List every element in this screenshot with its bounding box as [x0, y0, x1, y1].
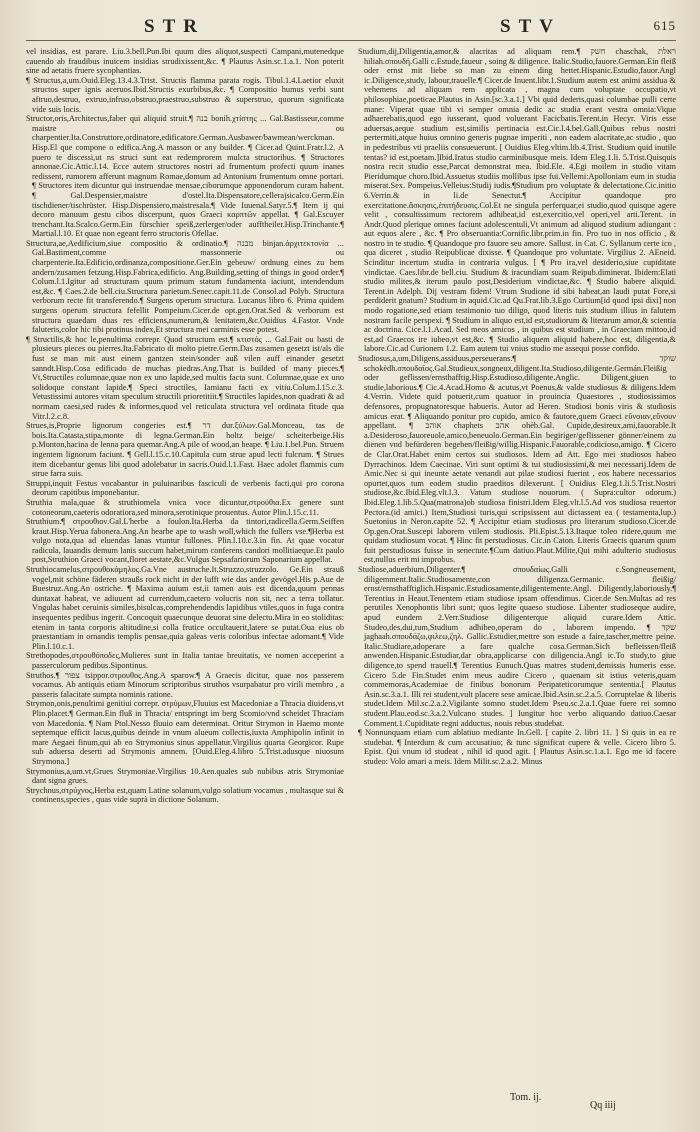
dictionary-entry: Studium,dij,Diligentia,amor,& alacritas ad aliquam rem.¶ חשק chaschak, ראלת hiliah.σπουδή.Galli c.Estude,faueur , soing & diligence. Italic.Studio,fauore.German.Ein fleiß oder ernst mit liebe so man zu einem ding hettet.Hispanic.Estudio,fauor.Angl ic.Diligence,study, labour,trauelle.¶ Cicer.de Inuent.libr.1.Studium autem est animi assidua & vehemens ad aliquam rem applicata , magna cum voluptate occupatio,vt philosophiae,poeticae.Plautus in Asin.[sc.3.a.1.] Vbi quid dederis,quasi columbae pulli certe mane: Viperat quae tibi vi semper omnia dedic ac studia erant vestra omnia:Vique adhaerebatis,quod ego iusserant, quod voluerant Facicbatis.Terent.in Hecyr. Viris esse aduersas,aeque studium est,similis pertinacia est.Cic.l.4.bel.Gall.Quibus rebus nostri pertermiti,atque huius omnino generis pugnae imperiti , non eadem alacritate,ac studio , quo in pedestribus vti praeliis consueuerunt. [ Ouidius Eleg.vltim.lib.4.Trist. Studium quid inutile tentas? id est,poetam.]Ibid.Iratus studio carminibusque meis. Idem Eleg.1.li. 5.Trist.Quisquis nostra recit studio esse,Parcat demonstrat mea. Ibid.Ele. 4.Egi moilem in studio vitam Pieridumque choro.Ibid.Assuetus studiis mollibus ipse fui.Vellemi:Apolloniam eum in studia miserat.Sex. Pompeius.Velleius:Studij iudis.¶Studium pro voluptate & delectatione.Cic.initio 6.Verrin.& in li.de Senectut.¶ Accipitur quandoque pro exercitatione.ἄσκησις,ἐπιτήδευσις.Col.Et ne singula perferquar,ei studio,quod quisque agere velit , consultissimum rectorem adhibeat,id est,exercitio,vel operi,vel arti.Terent. in Andr.Quod plerique omnes faciunt adolescentuli,Vt animum ad aliquod studium adiungant : aut equos alere , &c. ¶ Pro obseruantia:Cornific.libr.prim.in fin. Pro tuo in nos officio , & nostro in te studio. ¶ Quandoque pro fauore seu amore. Sallust. in Cat. C. Syllanum certe ico , qua diceret , studio Reipublicae dixisse. ¶ Quandoque pro voluntate. Virgilius 2. AEneid. Scinditur incertum studia in contraria vulgus. [ ¶ Pro ira,vel desiderio,siue cupiditate vindictae. Caes.libr.de bell.ciu. Studium & iracundiam suam Reipub.diminerat. Ibidem:Elati studio milites,& iterum paulo post,Desiderium vindictae,&c. ¶ Studio habere aliquid. Terent.in Adelph. Dij vestram fidem! Vtrum Studione id sibi habeat,an laudi putat Fore,si perdiderit gnatum? Studium in aquid.Cic.ad Qu.Frat.lib.3.Ego Curtium[id quod ipsi dixi] non modo rogatione,sed etiam testimonio tuo diligo, quod literis tuis studium illius in falutem nostram facile perspexi. ¶ Studium in aliquo est,id est,studiorum & literarum amor,& scientia ac doctrina. Cice.l.1.Acad. Sed meos amicos , in quibus est studium , in Graeciam mittoo,id est,ad Graecos ire iubeo,vt est,&c. ¶ Studio aliquem aliquid habere,hoc est, diligentia,& labore.Cic.ad Curionem 1.2. Eam autem tui vnius studio me assequi posse confido. [358, 47, 676, 354]
dictionary-entry: Struthos.¶ צפור tsippor.στρουθος.Ang.A sparow.¶ A Graecis dicitur, quae nos passerem vocamus. Ab antiquis etiam Minorum scriptoribus struthos vsurpabatur pro virili membro , a passeris falacitate sumpta nominis ratione. [26, 670, 344, 699]
right-column [358, 47, 676, 805]
running-header [26, 10, 676, 41]
dictionary-entry: Strymonius,a,um.vt,Grues Strymoniae.Virgilius 10.Aen.quales sub nubibus atris Strymoniae dant signa grues. [26, 766, 344, 786]
volume-mark: Tom. ij. [510, 1092, 542, 1103]
dictionary-entry: Struppi,inquit Festus vocabantur in puluinaribus fasciculi de verbenis facti,qui pro corona deorum capitibus imponebantur. [26, 478, 344, 498]
dictionary-entry: Strethopodes,στρουθόποδες,Mulieres sunt in Italia tantae breuitatis, ve nomen acceperint a passerculorum pedibus.Sipontinus. [26, 651, 344, 670]
dictionary-entry: Struthium.¶ στρουθιον.Gal.L'herbe a foulon.Ita.Herba da tintori,radicella.Germ.Seiffen kraut.Hisp.Yerua fabonera.Ang.An hearbe ape to wash woll,which the fullers vse.¶Herba est vulgo nota,qua ad eluendas lanas vtuntur fullones. Plin.l.10.c.3.in fin. At quae vocatur radicula, lauandis demum lanis succum habet,mirum conferens candori mollitiaeque.Et paulo post,Struthion Graeci vocant,floret aestate,&c.Vulgus Sepsafariorum Saponarium appellat. [26, 517, 344, 565]
dictionary-entry: Strues,is,Proprie lignorum congeries est.¶ דר dur.ξύλων.Gal.Monceau, tas de bois.Ita.Catasta,stipa,monte di legna.German.Ein holtz beige/ scheiterbeige.His p.Monton,hacina de lenna para quemar.Ang.A pile of wood,an heape. ¶ Liu.1.bel.Pun. Struem ingentem lignorum faciunt. ¶ Gell.l.15.c.10.Capitula cum strue apud lecti fulcrum. ¶ Strues item dicebantur genus libi quod adolebatur in sacris.Ouid.l.1.Fast. Haec adolet flammis cum strue farra suis. [26, 421, 344, 479]
dictionary-entry: Struthiocamelus,στρουθοκάμηλος.Ga.Vne austruche.It.Struzzo,struzzolo. Ge.Ein strauß vogel,mit schöne fäderen straußs rock nicht in der lufft wie das ander gevögel.His p.Aue de Buestruz.Ang.An ostriche. ¶ Maxima auium est,ii tamen auis est dicenda,quum pennas duntaxat habeat, ve adiuuent ad currendum,caetero volucris non sit, nec a terra tollatur. Vngulas habet ceruinis similes,bisulcas,comprehendendis lapidibus vtiles,quos in fuga contra insequentes pedibus ingerit. Concoquit quaecunque deuorat sine delectu.Mira in eo stoliditas: etenim in tanta corporis altitudine,si colla frutice occultauerit,latere se putat.Oua eius ob praestantiam in ornandis templis pensae,quia galeas veris coloribus infectae adornant.¶ Vide Plin.l.10.c.1. [26, 565, 344, 651]
header-left-guide-word: STR [144, 16, 205, 37]
dictionary-entry: Structor,oris,Architectus,faber qui aliquid struit.¶ בנה bonih.χτίστης ... Gal.Bastisseur,comme maistre ou charpentier.Ita.Construttore,ordinatore,edificatore.German.Ausbawer/bawmean/werckman. Hisp.El que compone o edifica.Ang.A masson or any builder. ¶ Cicer.ad Quint.Fratr.l.2. A puero te discessi,ut ns struci sunt eat redemprorem mulcta structoribus. ¶ Structores annonae.Cic.Attic.l.14. Ecce autem structores nostri ad frumentum profecti quum inanes redissent, rumorem afferunt magnum Romae,domum ad Antonium frumentum omne portari. ¶ Structores item dicuntur qui instruendae mensae,ciborumque apponendorum curam habent. ¶ Gal.Despensier,maistre d'ostel.Ita.Dispensatore,cellerajsicalco.Germ.Ein tischdiener/tischrüster. Hisp.Dispensiero,maistresala.¶ Vide Iuuenal.Satyr.5.¶ Item ij qui decoro manuum gestu cibos discerpunt, quos Graeci καρπτῶν appellat. ¶ Gal.Escuyer trenchant.Ita.Scalco.Germ.Ein fürschier speiß,zerlerger/oder aufftheiler.Hisp.Trinchante.¶ Martial.l.10. Et quae non egeant ferro structoris Ofellae. [26, 114, 344, 239]
signature-mark: Qq iiij [590, 1100, 616, 1111]
dictionary-entry: Strychnus,στρύχνος,Herba est,quam Latine solanum,vulgo solatium vocamus , multasque sui & continens,species , quas vide suprà in dictione Solanum. [26, 785, 344, 805]
dictionary-entry: Struthia mala,quae & struthiomela vnica voce dicuntur,στρούθια.Ex genere sunt cotoneorum,caeteris odoratiora,sed minora,serotinique prouentus. Autor Plin.l.15.c.11. [26, 497, 344, 517]
left-column [26, 47, 344, 805]
dictionary-entry: ¶ Structus,a,um.Ouid.Eleg.13.4.3.Trist. Structis flamma parata rogis. Tibul.1.4.Laetior eluxit structos super ignis aceruos.Ibid.Structis exurbibus,&c. ¶ Compositio humus verbi sunt aftruo,destruo, extruo,infruo,obstruo,praestruo,substruo & superstruo, quorum significata vide suis locis. [26, 75, 344, 114]
page-number: 615 [653, 18, 676, 33]
page-footer [350, 1092, 676, 1122]
dictionary-entry: Structura,ae,Aedificium,siue compositio & ordinatio.¶ מבנה binjan.ἀρχιτεκτονία ... Gal.Bastiment,comme massonnerie ou charpenterie.Ita.Edificio,ordinanza,compositione.Ger.Ein gebeuw/ ordnung eines zu bem andern/zusamen fetzung.Hisp.Fabrica,edificio. Ang.Building,setting of things in good order.¶ Colum.l.1.Igitur ad structuram quum primum statum fundamenta iaciunt, intendendum est,&c. ¶ Caes.2.de bell.ciu.Structura parietum.Senec.capit.11.de Consol.ad Polyb. Structura verborum recte fit transferendo.¶ Surgens operum structura. Lucanus libro 6. Prima quidem surgens operum structura fefellit Pompeium.Cicer.de opt.gen.Orat.Sed & verborum est structura quaedam duas res efficiens,numerum,& lenitatem,&c.Ouidius 4.Fastor. Vnde faluteris,color hic tibi protinus index,Et structura mei carminis esse potest. [26, 238, 344, 335]
text-columns [26, 47, 676, 805]
dictionary-entry: Studiosus,a,um,Diligens,assiduus,perseuerans.¶ שוקד schokèdh.σπουδαῖος.Gal.Studieux,songneux,diligent.Ita.Studioso,diligente.Germán.Fleißig oder geflissen/ernsthafftig.Hisp.Estudioso,diligente.Anglic. Diligent,giuen to studie,laborious.¶ Cic.4.Acad.Homo & acutus,vt Poenus,& valde studiosus & diligens.Idem 4.Verrin. Videte quid potuerit,cum quatuor in prouincia Quaestores , studiosissimos defensores, propugnatoresque habueris. Autor ad Heren. Studiosi bonis viris & studiosis amicus erat. ¶ Aliquando ponitur pro cupido, amico & fautore,quem Graeci εὔνοιαν,εὔνουν appellant. ¶ אוהב chaphets אהב ohèb.Gal. Cupide,desireux,ami,fauorable.It a.Desideroso,fauoreuole,amico,beneuolo.German.Ein begiriger/geflissener gönner/einem zu dienen vnd befürderen begeben/fleißig/willig.Hispanic.Fauorable,codicioso,amigo. ¶ Cicero de Clar.Orat.Habet enim certos sui studiosos. Idem ad Att. Ego mei studiosos habeo Dyrrachinos. Idem Caecinae. Viri sunt optimi & tui studiosissimi,& mei necessarij.Idem de Amic.Nec si qui ineunte aetate venandi aut pilae studiosi fuerint , eos habere necessarios opurtet,quos tum eodem studio praeditos dilexerunt. [ Ouidius Eleg.1.li.5.Trist.Nostri studiose,&c.Ibid.Eleg.vlt.l.3. Vatum studiose nouorum. ( Supra:cultor odorum.) Ibid.Eleg.1.lib.5.Qua(matrona)ob studiosa finistri.Idem Eleg.vlt.l.5.Ad vos studiosa reuertor Pectora.(id amici.) Item,Studiosi turis,qui scripsissent aut dictassent ea ( testamenta,lup.) Suetonius in Neron.capite 52. ¶ Accipitur etiam studiosus pro literarum studioso.Cicer.de Op.gen.Orat.Suscepi laborem vtilem studiosis. Pli.Epist.5.13.Itaque toleo ridere,quum me quidam studiosum vocat. ¶ Hinc fit perstudiosus. Cic.in Caton. Literis Graecis quarum quum fuit perstudiosus fuisse in senectute.¶Cum datiuo.Plaut.Milite,Qui mihi adulterio studiosus est,nullus erit mi improbus. [358, 354, 676, 565]
dictionary-entry: ¶ Nonnunquam etiam cum ablatiuo mediante In.Gell. [ capite 2. libri 11. ] Si quis in ea re studebat. ¶ Interdum & cum accusatiuo; & tunc significat cupere & velle. Cicero libro 5. Epist. Qui vnum id studeat , nihil id quod agit. [ Plautus Asin.sc.1.a.1. Ego me id facere studeo: Volo amari a meis. Idem Milit.sc.2.a.2. Minus [358, 728, 676, 766]
dictionary-entry: ¶ Structilis,& hoc le,penultima correpr. Quod structum est.¶ κτιστός ... Gal.Fait ou basti de plusieurs pieces ou pierres.Ita.Fabricato di molto pietre.Germ.Das zusamen gesetzt ist/als die fust se man mit aust einem gantzen stein/sonder auß vilen auff einander gesetzt sanndt.Hisp.Cosa edificado de muchas piedras.Ang.That is builded of many pieces.¶ Vt,Structiles columnae,quae non ex uno lapide,sed multis facta sunt. Columnae,quae ex uno solidoque constant lapide.¶ Speci structiles, Iamianu facti ex vitiu.Colum.l.15.c.3. Vetustissimi autores vitam speculum structili prioretitiit.¶ Structiles lapides,non quadrati & ad normam caesi,sed rudes & informes,quod vel reticulata structura vel ordinata fitude qua Vitr.l.2.c.8. [26, 334, 344, 421]
dictionary-entry: Studiose,aduerbium,Diligenter.¶ σπουδαίως.Galli c.Songneusement, diligemment.Italic.Studiosamente,con diligenza.Germanic. fleißig/ ernst/ernsthafftiglich.Hispanic.Estudiosamente,diligentemente.Angl. Diligently,laboriously.¶ Terentius in Heaut.Tenentem etiam studiose ipsam offendimus. Cicer.de Sen.Multas ad res perutiles Xenophontis libri sunt; quos legite quaeso studiose. Libenter studioseque audire, apud eundem 2.Verr.Studiose diligenterque aliquid curare.Idem Attic. Studeo,des,dui,tum,Studium adhibeo,operam do , laborem impendo. ¶ שקד jaghaah.σπουδάζω,φιλεω,ζηλ. Gallic.Estudier,mettre son estude a faire,tascher,mettre peine. Italic.Studiare,adoperare a fare qualche cosa.German.Sich befleissen/fleiß anwenden.Hispanic.Estudiar,dar obra,applicarse con diligencia.Angl ic.To study,to giue diligence,to spend trauell.¶ Terentius Eunuch.Quas matres student,demissis humeris esse. Cicero 5.de Fin.Studet enim meus audire Cicero , quaenam sit istius veteris,quam commemoras,Academiae de finibus bonorum Peripateticorumque sententia.[ Plautus Asin.sc.3.a.1. Illi rei student,vult placere sese amicae.Ibid.Asin.sc.2.a.5. Corruptelae & liberis studet.Idem Mil.sc.2.a.2.Vigilante somno studet.Idem Pseu.sc.2.a.1.Quae fuere rei somno student.Plau.eod.sc.3.a.2.Vulcano studes. ] Iungitur hoc verbo aliquando datiuo.Caesar Comment.1.Cupiditate regni adductus, nouis rebus studebat. [358, 565, 676, 728]
dictionary-entry: Strymon,onis,penultimi genitiui correpr. στρύμων,Fluuius est Macedoniae a Thracia diuidens,vt Plin.placet.¶ German.Ein fluß in Thracia/ entspringt im berg Scomio/vnd scheidet Thraciam von Macedonia. ¶ Nam Ptol.Nesso fluuio eam determinat. Oritur Strymon in Haemo monte septemque efficit lacus,quibus deinde in vnum alueum collectis,iuxta Amphipolin infinit in mare Aegaei finum,qui ab eo Strymonius sinus appellatur.Virgilius quarta Georgicor. Rupe sub aduersa deserti ad Strymonis amnem. [Ouid.Eleg.4.libro 5.Trist.adusque niuosum Strymona.] [26, 699, 344, 766]
header-right-guide-word: STV [500, 16, 561, 37]
dictionary-entry: vel insidias, est parare. Liu.3.bell.Pun.Ibi quum dies aliquot,suspecti Campani,mutenedque cauendo ab fraudibus inuicem insidias strudixissent,&c. ¶ Plautus Asin.sc.1.a.1. Non poterit sine ad aetatis fruere sycophantias. [26, 47, 344, 76]
